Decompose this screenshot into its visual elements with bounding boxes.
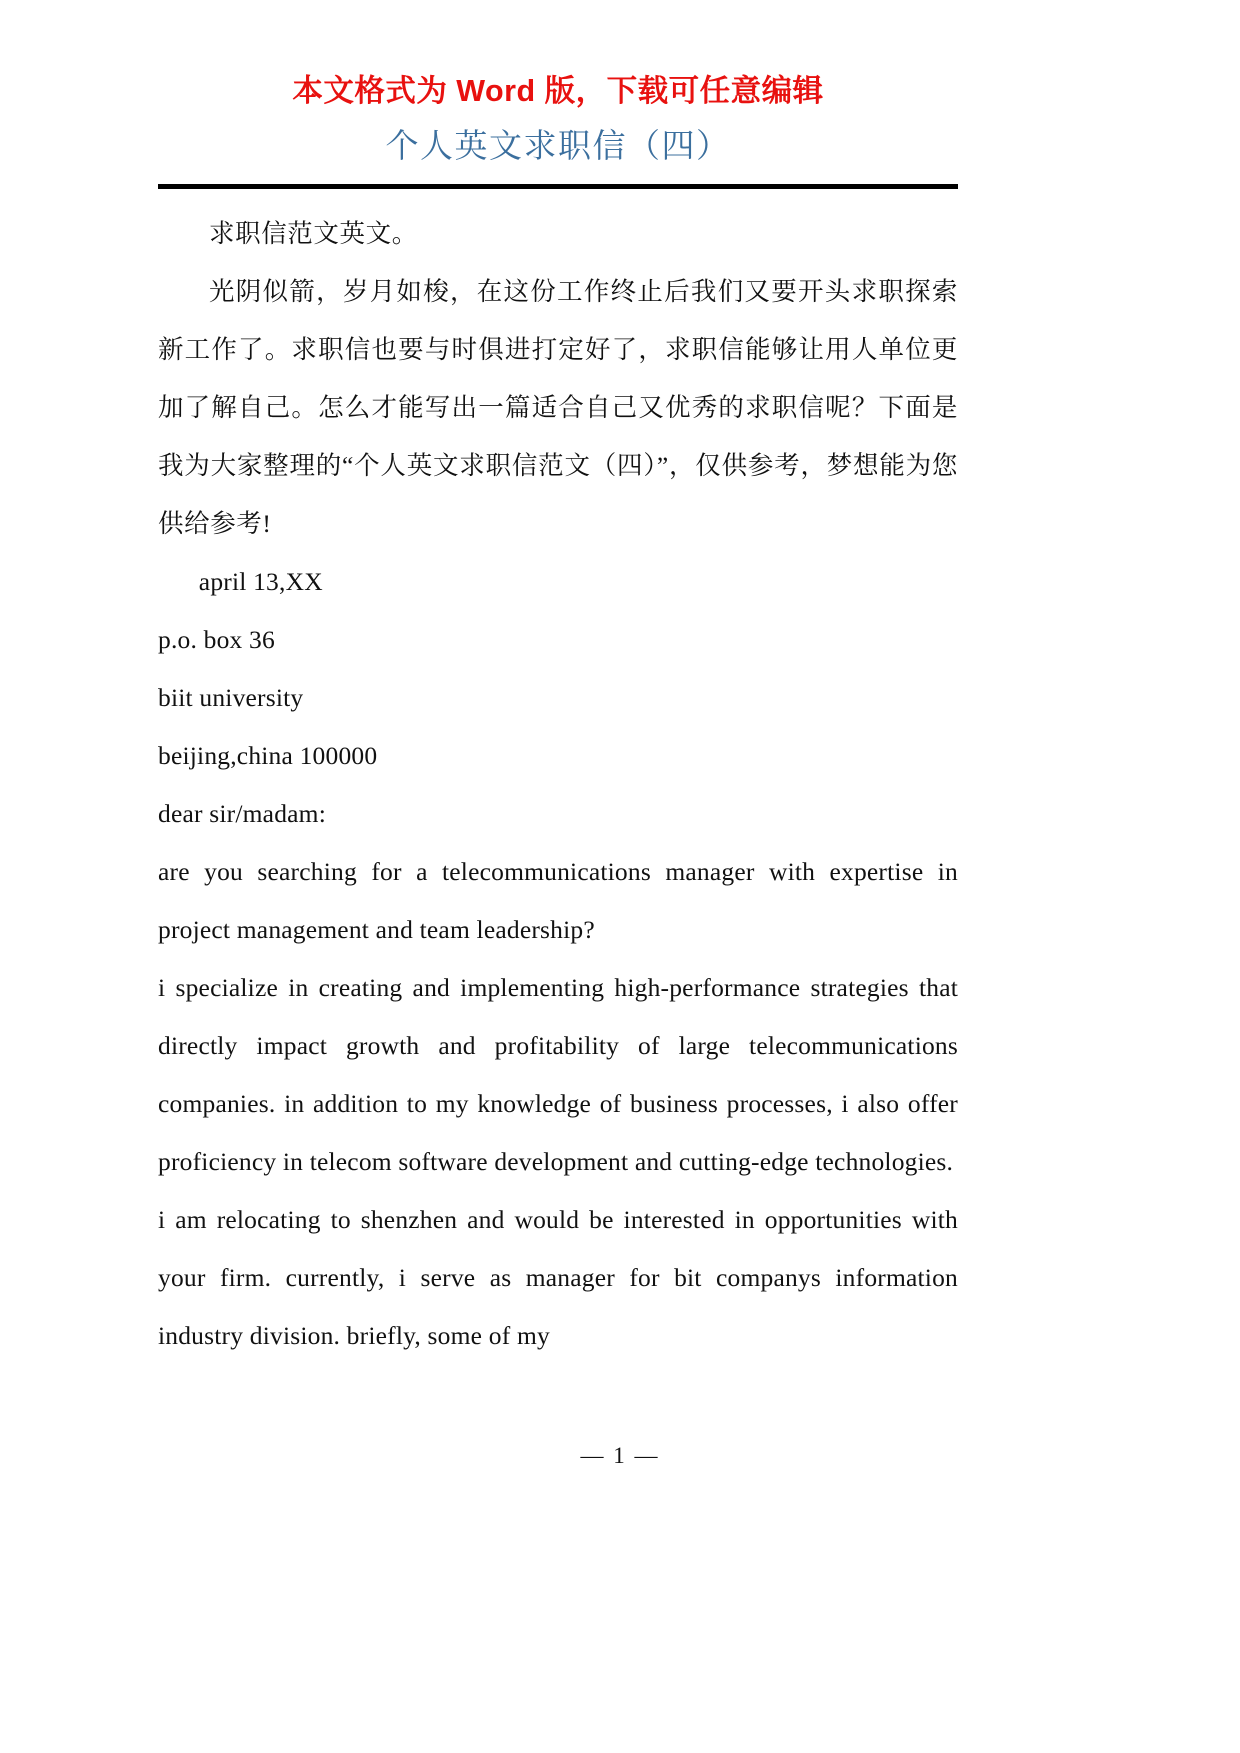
chinese-lead-paragraph: 光阴似箭，岁月如梭，在这份工作终止后我们又要开头求职探索新工作了。求职信也要与时俱进打定好了，求职信能够让用人单位更加了解自己。怎么才能写出一篇适合自己又优秀的求职信呢？下面是我为大家整理的“个人英文求职信范文（四）”，仅供参考，梦想能为您供给参考!: [158, 276, 958, 538]
document-content: [158, 0, 958, 1365]
letter-date: april 13,XX: [198, 566, 323, 596]
letter-paragraph-1: are you searching for a telecommunications manager with expertise in project management and team leadership?: [158, 856, 958, 944]
word-format-banner: 本文格式为 Word 版，下载可任意编辑: [292, 74, 824, 108]
address-line-university: biit university: [158, 682, 304, 712]
chinese-intro-line: 求职信范文英文。: [209, 218, 418, 248]
letter-paragraph-2: i specialize in creating and implementing high-performance strategies that directly impact growth and profitability of large telecommunications companies. in addition to my knowledge of business processes, i also offer proficiency in telecom software development and cutting-edge technologies.: [158, 972, 958, 1176]
address-line-po-box: p.o. box 36: [158, 624, 275, 654]
page-number-footer: — 1 —: [580, 1443, 660, 1468]
letter-paragraph-3: i am relocating to shenzhen and would be interested in opportunities with your firm. currently, i serve as manager for bit companys information industry division. briefly, some of my: [158, 1204, 958, 1350]
chinese-intro-block: [158, 205, 958, 553]
address-line-city: beijing,china 100000: [158, 740, 378, 770]
letter-body-block: [158, 843, 958, 1365]
page-title: 个人英文求职信（四）: [385, 129, 731, 166]
salutation: dear sir/madam:: [158, 798, 326, 828]
letter-heading-block: [158, 553, 958, 843]
title-divider: [158, 184, 958, 189]
